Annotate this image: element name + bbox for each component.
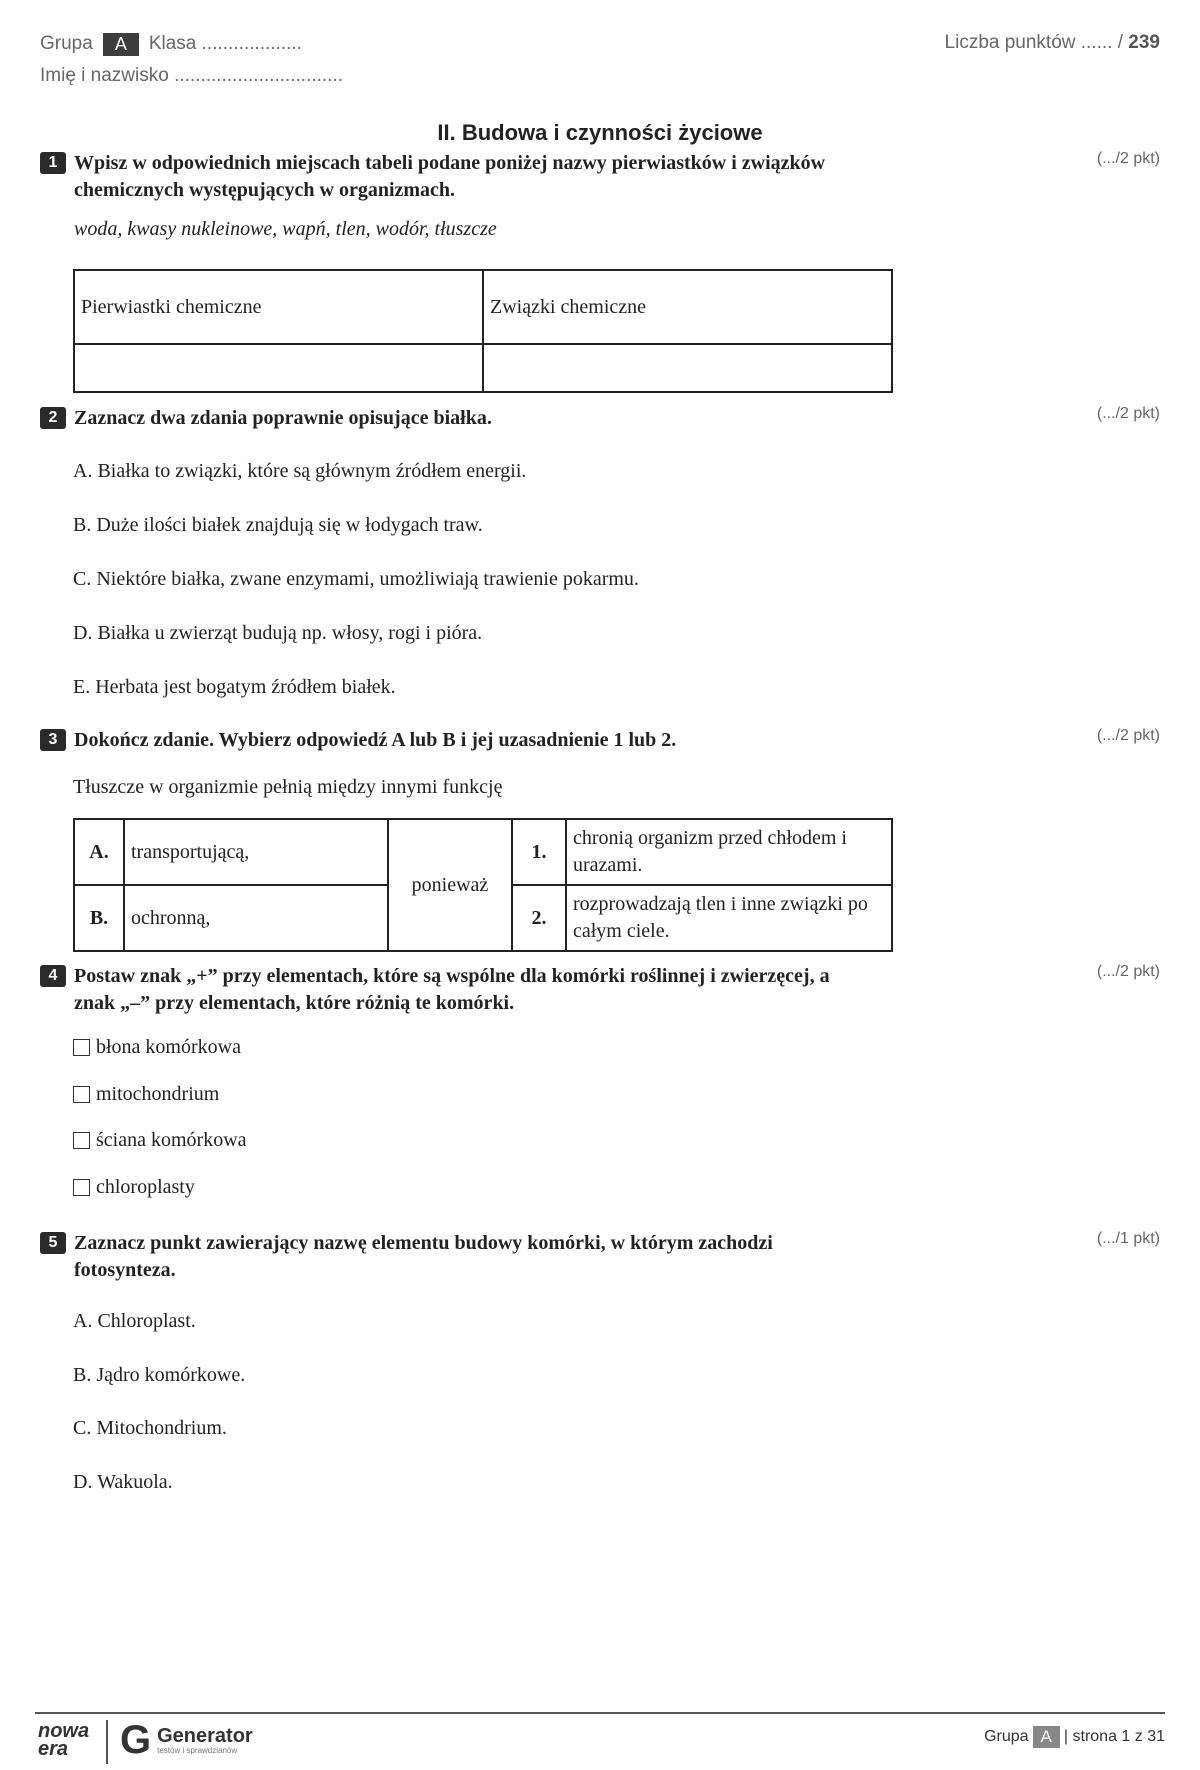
logo-separator — [106, 1720, 108, 1764]
task-4 — [40, 963, 1160, 1017]
checkbox[interactable] — [73, 1179, 90, 1196]
task-4-item: błona komórkowa — [73, 1036, 241, 1059]
task-4-number: 4 — [40, 965, 66, 987]
task-4-item: ściana komórkowa — [73, 1129, 247, 1152]
worksheet-header — [40, 28, 1160, 92]
answer-a-text: transportującą, — [124, 819, 388, 885]
task-2-number: 2 — [40, 407, 66, 429]
task-1-table — [73, 269, 893, 393]
task-3-score: (.../2 pkt) — [1096, 727, 1160, 744]
points-label: Liczba punktów ...... / — [944, 32, 1124, 53]
task-1-number: 1 — [40, 152, 66, 174]
justification-2-text: rozprowadzają tlen i inne związki po całym ciele. — [566, 885, 892, 951]
table-header-elements: Pierwiastki chemiczne — [74, 270, 483, 344]
points-total: 239 — [1128, 32, 1160, 53]
task-4-score: (.../2 pkt) — [1096, 963, 1160, 980]
task-2 — [40, 405, 1160, 432]
footer-group-label: Grupa — [984, 1728, 1029, 1745]
task-5-number: 5 — [40, 1232, 66, 1254]
table-header-compounds: Związki chemiczne — [483, 270, 892, 344]
task-1-word-list: woda, kwasy nukleinowe, wapń, tlen, wodór, tłuszcze — [74, 218, 497, 240]
answer-cell-compounds[interactable] — [483, 344, 892, 392]
group-label: Grupa — [40, 33, 93, 54]
task-5-option-d[interactable]: D. Wakuola. — [73, 1471, 173, 1493]
task-5-option-c[interactable]: C. Mitochondrium. — [73, 1417, 227, 1439]
generator-g-icon: G — [120, 1718, 152, 1762]
checkbox[interactable] — [73, 1086, 90, 1103]
justification-number-1[interactable]: 1. — [512, 819, 566, 885]
footer-group-badge: A — [1033, 1726, 1060, 1748]
task-2-option-d[interactable]: D. Białka u zwierząt budują np. włosy, rogi i pióra. — [73, 622, 483, 644]
task-2-option-b[interactable]: B. Duże ilości białek znajdują się w łodygach traw. — [73, 514, 483, 536]
answer-cell-elements[interactable] — [74, 344, 483, 392]
task-4-item: chloroplasty — [73, 1176, 195, 1199]
header-line-2 — [40, 60, 1160, 92]
task-2-instruction: 2 Zaznacz dwa zdania poprawnie opisujące białka. — [40, 405, 874, 432]
task-5 — [40, 1230, 1160, 1284]
task-2-score: (.../2 pkt) — [1096, 405, 1160, 422]
task-1-instruction: 1 Wpisz w odpowiednich miejscach tabeli podane poniżej nazwy pierwiastków i związków chemicznych występujących w organizmach. — [40, 150, 874, 204]
group-value-badge: A — [103, 33, 139, 56]
footer-divider — [35, 1712, 1165, 1714]
task-4-item: mitochondrium — [73, 1083, 219, 1106]
task-2-option-a[interactable]: A. Białka to związki, które są głównym źródłem energii. — [73, 460, 527, 482]
class-field[interactable]: Klasa ................... — [148, 33, 302, 54]
task-2-option-e[interactable]: E. Herbata jest bogatym źródłem białek. — [73, 676, 396, 698]
task-3-stem: Tłuszcze w organizmie pełnią między innymi funkcję — [73, 776, 503, 798]
checkbox[interactable] — [73, 1039, 90, 1056]
task-5-instruction: 5 Zaznacz punkt zawierający nazwę elementu budowy komórki, w którym zachodzi fotosynteza. — [40, 1230, 874, 1284]
task-4-instruction: 4 Postaw znak „+” przy elementach, które są wspólne dla komórki roślinnej i zwierzęcej, a znak „–” przy elementach, które różnią te komórki. — [40, 963, 874, 1017]
section-title: II. Budowa i czynności życiowe — [437, 120, 763, 145]
points-counter — [945, 32, 1160, 54]
justification-1-text: chronią organizm przed chłodem i urazami. — [566, 819, 892, 885]
task-3-table — [73, 818, 893, 952]
answer-letter-b[interactable]: B. — [74, 885, 124, 951]
task-5-score: (.../1 pkt) — [1096, 1230, 1160, 1247]
checkbox[interactable] — [73, 1132, 90, 1149]
task-1-score: (.../2 pkt) — [1096, 150, 1160, 167]
task-1 — [40, 150, 1160, 241]
generator-logo: G Generator testów i sprawdzianów — [120, 1718, 253, 1762]
task-2-option-c[interactable]: C. Niektóre białka, zwane enzymami, umożliwiają trawienie pokarmu. — [73, 568, 639, 590]
answer-letter-a[interactable]: A. — [74, 819, 124, 885]
connector-cell: ponieważ — [388, 819, 512, 951]
footer-page-info — [984, 1726, 1165, 1748]
task-5-option-a[interactable]: A. Chloroplast. — [73, 1310, 196, 1332]
task-5-option-b[interactable]: B. Jądro komórkowe. — [73, 1364, 246, 1386]
page-number: | strona 1 z 31 — [1063, 1728, 1165, 1745]
name-field[interactable]: Imię i nazwisko ................................ — [40, 65, 344, 86]
task-3-instruction: 3 Dokończ zdanie. Wybierz odpowiedź A lub B i jej uzasadnienie 1 lub 2. — [40, 727, 874, 754]
answer-b-text: ochronną, — [124, 885, 388, 951]
task-3 — [40, 727, 1160, 754]
justification-number-2[interactable]: 2. — [512, 885, 566, 951]
task-3-number: 3 — [40, 729, 66, 751]
nowa-era-logo: nowa era — [38, 1720, 90, 1760]
